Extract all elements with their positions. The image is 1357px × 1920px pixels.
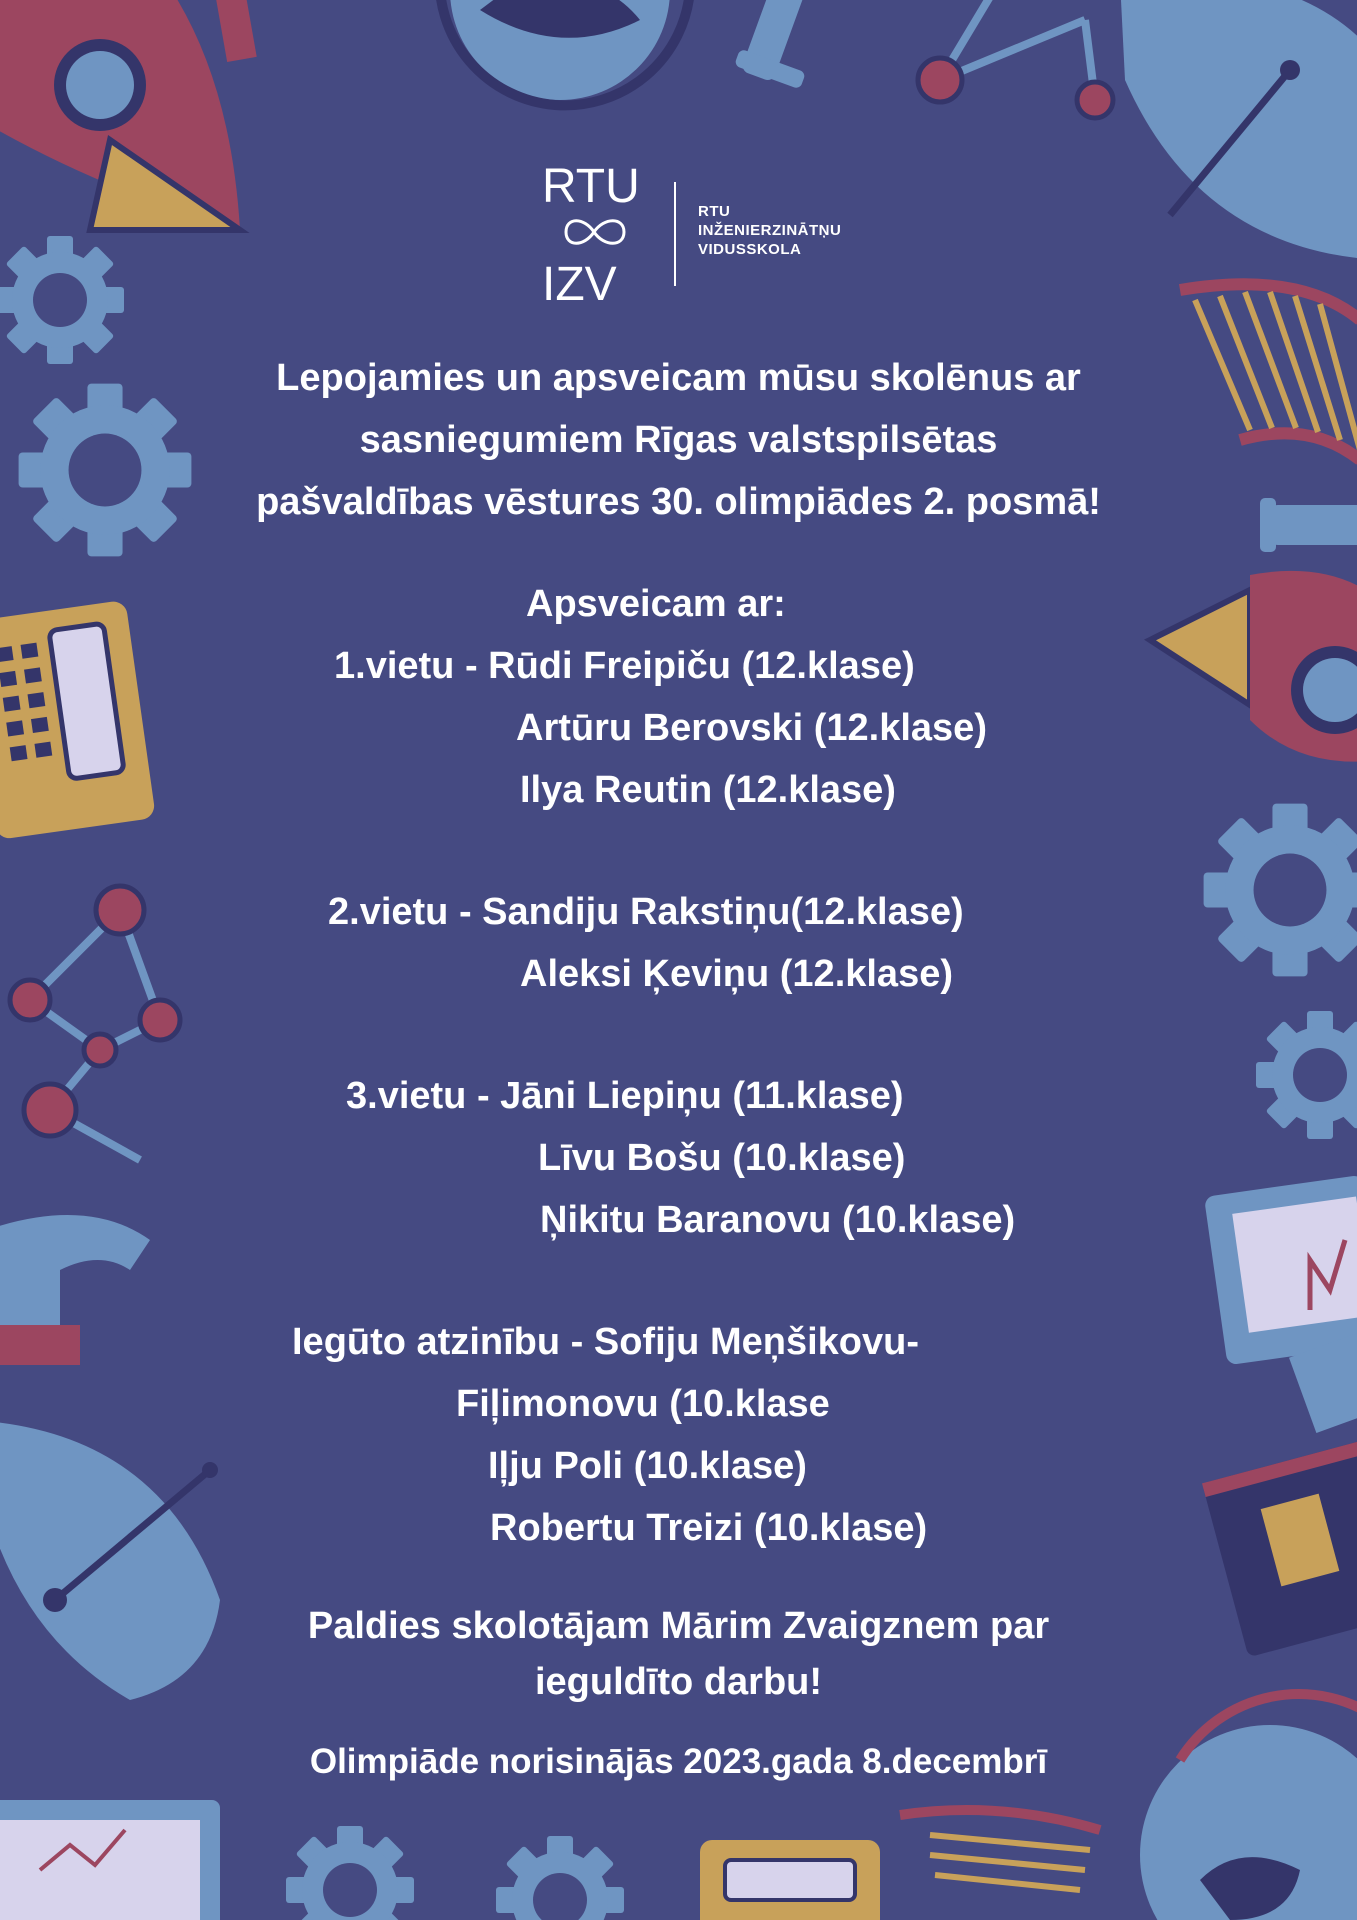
winner-name: Līvu Bošu (10.klase) xyxy=(538,1137,906,1179)
winner-name: Aleksi Ķeviņu (12.klase) xyxy=(520,953,953,995)
school-name-line: INŽENIERZINĀTŅU xyxy=(698,222,842,239)
second-place-entry xyxy=(328,890,964,934)
thanks-line: ieguldīto darbu! xyxy=(534,1661,823,1703)
third-place-entry xyxy=(346,1074,904,1118)
honorable-mention-entry xyxy=(292,1320,919,1364)
heading-line: pašvaldības vēstures 30. olimpiādes 2. posmā! xyxy=(256,481,1101,523)
place-label: 2.vietu - xyxy=(328,891,483,933)
place-label: 1.vietu - xyxy=(334,645,489,687)
logo-divider xyxy=(674,182,676,286)
winner-name: Ilya Reutin (12.klase) xyxy=(520,769,896,811)
first-place-entry xyxy=(334,644,915,688)
winner-name: Sandiju Rakstiņu(12.klase) xyxy=(482,891,964,933)
school-name-line: VIDUSSKOLA xyxy=(698,241,802,258)
winner-name: Sofiju Meņšikovu- xyxy=(593,1321,919,1363)
winner-name: Jāni Liepiņu (11.klase) xyxy=(500,1075,904,1117)
school-logo xyxy=(540,152,860,322)
school-name-line: RTU xyxy=(698,203,731,220)
winner-name: Fiļimonovu (10.klase xyxy=(456,1383,830,1425)
winner-name: Ņikitu Baranovu (10.klase) xyxy=(540,1199,1016,1241)
place-label: 3.vietu - xyxy=(346,1075,501,1117)
winner-name: Iļju Poli (10.klase) xyxy=(488,1445,807,1487)
rtu-izv-logo-mark xyxy=(540,152,650,317)
winner-name: Rūdi Freipiču (12.klase) xyxy=(488,645,915,687)
thanks-line: Paldies skolotājam Mārim Zvaigznem par xyxy=(307,1605,1050,1647)
heading-line: Lepojamies un apsveicam mūsu skolēnus ar xyxy=(276,357,1081,399)
congrats-title: Apsveicam ar: xyxy=(526,583,786,625)
place-label: Iegūto atzinību - xyxy=(292,1321,594,1363)
heading-line: sasniegumiem Rīgas valstspilsētas xyxy=(359,419,998,461)
svg-text:IZV: IZV xyxy=(542,258,617,311)
event-date-footer: Olimpiāde norisinājās 2023.gada 8.decembrī xyxy=(309,1742,1048,1781)
school-name xyxy=(698,202,841,259)
winner-name: Artūru Berovski (12.klase) xyxy=(516,707,987,749)
winner-name: Robertu Treizi (10.klase) xyxy=(490,1507,928,1549)
svg-text:RTU: RTU xyxy=(542,160,640,213)
